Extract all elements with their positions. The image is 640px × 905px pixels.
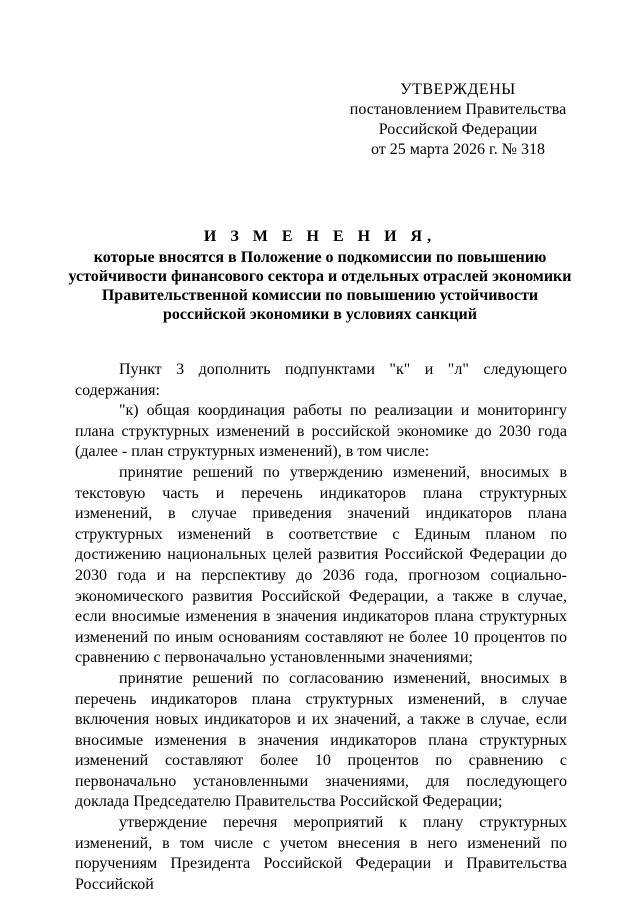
paragraph-4: принятие решений по согласованию изменений, вносимых в перечень индикаторов плана структурных изменений, в случае включения новых индикаторов и их значений, а также в случае, если вносимые изменения в значения индикаторов плана структурных изменений составляют более 10 процентов по сравнению с первоначально установленными значениями, для последующего доклада Председателю Правительства Российской Федерации; bbox=[75, 669, 567, 811]
document-title: И З М Е Н Е Н И Я, bbox=[203, 228, 437, 245]
approval-line-decree: постановлением Правительства bbox=[349, 101, 567, 118]
document-body bbox=[75, 360, 567, 895]
paragraph-2: "к) общая координация работы по реализации и мониторингу плана структурных изменений в российской экономике до 2030 года (далее - план структурных изменений), в том числе: bbox=[75, 402, 567, 461]
document-heading bbox=[64, 227, 576, 324]
document-subtitle: которые вносятся в Положение о подкомиссии по повышению устойчивости финансового сектора и отдельных отраслей экономики Правительственной комиссии по повышению устойчивости российской экономики в условиях санкций bbox=[68, 249, 572, 323]
approval-line-date: от 25 марта 2026 г. № 318 bbox=[371, 141, 545, 158]
approved-label: УТВЕРЖДЕНЫ bbox=[400, 81, 516, 98]
approval-line-government: Российской Федерации bbox=[378, 121, 538, 138]
paragraph-5: утверждение перечня мероприятий к плану структурных изменений, в том числе с учетом внесения в него изменений по поручениям Президента Российской Федерации и Правительства Российской bbox=[75, 814, 567, 893]
paragraph-1: Пункт 3 дополнить подпунктами "к" и "л" следующего содержания: bbox=[75, 361, 567, 399]
approval-stamp bbox=[340, 80, 576, 160]
paragraph-3: принятие решений по утверждению изменений, вносимых в текстовую часть и перечень индикаторов плана структурных изменений, в случае приведения значений индикаторов плана структурных изменений в соответствие с Единым планом по достижению национальных целей развития Российской Федерации до 2030 года и на перспективу до 2036 года, прогнозом социально-экономического развития Российской Федерации, а также в случае, если вносимые изменения в значения индикаторов плана структурных изменений по иным основаниям составляют не более 10 процентов по сравнению с первоначально установленными значениями; bbox=[75, 463, 567, 667]
